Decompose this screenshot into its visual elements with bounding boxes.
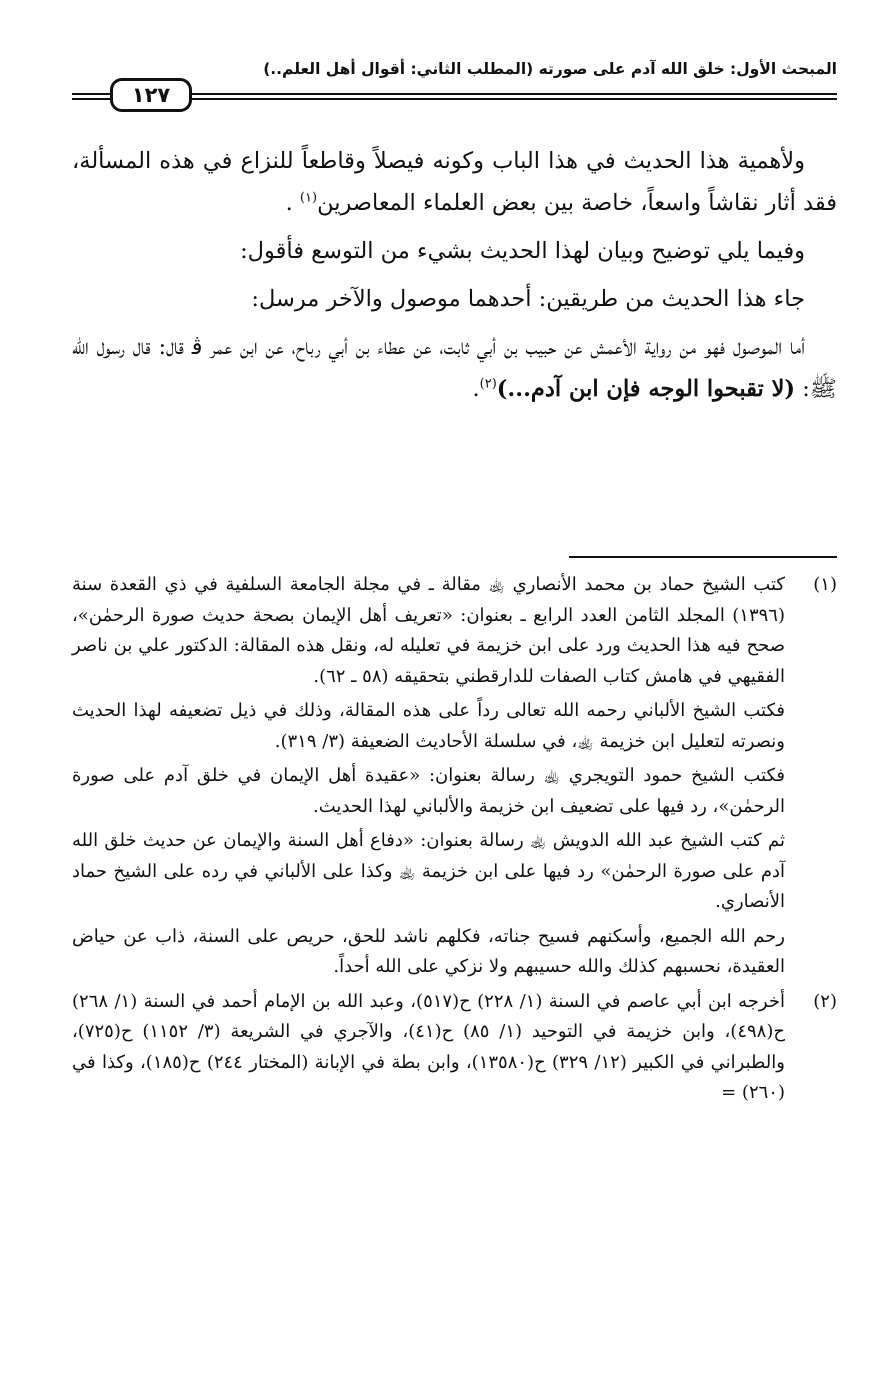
- footnote-separator: [569, 556, 837, 558]
- paragraph-4: أما الموصول فهو من رواية الأعمش عن حبيب بن أبي ثابت، عن عطاء بن أبي رباح، عن ابن عمر ﭬ قال: قال رسول الله ﷺ: (لا تقبحوا الوجه فإن ابن آدم...)$^{(٢)}$.: [72, 334, 837, 402]
- header-rule-left: [72, 93, 110, 100]
- footnote-1: [72, 570, 837, 983]
- footnote-ref-1: (١): [299, 190, 318, 206]
- main-text: [72, 140, 837, 416]
- footnotes: [72, 570, 837, 1113]
- footnote-paragraph: كتب الشيخ حماد بن محمد الأنصاري ﵀ مقالة ـ في مجلة الجامعة السلفية في ذي القعدة سنة (١٣٩٦) المجلد الثامن العدد الرابع ـ بعنوان: «تعريف أهل الإيمان بصحة حديث صورة الرحمٰن»، صحح فيه هذا الحديث ورد على ابن خزيمة في تعليله له، ونقل هذه المقالة: الدكتور علي بن ناصر الفقيهي في هامش كتاب الصفات للدارقطني بتحقيقه (٥٨ ـ ٦٢).: [72, 574, 785, 687]
- running-header: المبحث الأول: خلق الله آدم على صورته (المطلب الثاني: أقوال أهل العلم..): [263, 60, 837, 78]
- paragraph-2: وفيما يلي توضيح وبيان لهذا الحديث بشيء من التوسع فأقول:: [240, 238, 805, 264]
- footnote-ref-2: (٢): [479, 376, 497, 392]
- footnote-paragraph: فكتب الشيخ حمود التويجري ﵀ رسالة بعنوان: «عقيدة أهل الإيمان في خلق آدم على صورة الرحمٰن»، رد فيها على تضعيف ابن خزيمة والألباني لهذا الحديث.: [72, 765, 785, 817]
- footnote-number: (٢): [813, 990, 837, 1012]
- footnote-2: [72, 987, 837, 1109]
- hadith-quote: (لا تقبحوا الوجه فإن ابن آدم...): [496, 376, 796, 402]
- footnote-paragraph: ثم كتب الشيخ عبد الله الدويش ﵀ رسالة بعنوان: «دفاع أهل السنة والإيمان عن حديث خلق الله آدم على صورة الرحمٰن» رد فيها على ابن خزيمة ﵀ وكذا على الألباني في رده على الشيخ حماد الأنصاري.: [72, 830, 785, 912]
- footnote-paragraph: رحم الله الجميع، وأسكنهم فسيح جناته، فكلهم ناشد للحق، حريص على السنة، ذاب عن حياض العقيدة، نحسبهم كذلك والله حسيبهم ولا نزكي على الله أحداً.: [72, 925, 785, 977]
- footnote-paragraph: أخرجه ابن أبي عاصم في السنة (١/ ٢٢٨) ح(٥١٧)، وعبد الله بن الإمام أحمد في السنة (١/ ٢٦٨) ح(٤٩٨)، وابن خزيمة في التوحيد (١/ ٨٥) ح(٤١)، والآجري في الشريعة (٣/ ١١٥٢) ح(٧٢٥)، والطبراني في الكبير (١٢/ ٣٢٩) ح(١٣٥٨٠)، وابن بطة في الإبانة (المختار ٢٤٤) ح(١٨٥)، وكذا في (٢٦٠) =: [72, 990, 785, 1103]
- paragraph-1: ولأهمية هذا الحديث في هذا الباب وكونه فيصلاً وقاطعاً للنزاع في هذه المسألة، فقد أثار نقاشاً واسعاً، خاصة بين بعض العلماء المعاصرين$^{(١)}$ .: [72, 148, 837, 216]
- footnote-number: (١): [813, 574, 837, 595]
- header-rule-right: [192, 93, 837, 100]
- page-number: ١٢٧: [110, 78, 192, 112]
- paragraph-3: جاء هذا الحديث من طريقين: أحدهما موصول والآخر مرسل:: [251, 286, 805, 312]
- footnote-paragraph: فكتب الشيخ الألباني رحمه الله تعالى رداً على هذه المقالة، وذلك في ذيل تضعيفه لهذا الحديث ونصرته لتعليل ابن خزيمة ﵀، في سلسلة الأحاديث الضعيفة (٣/ ٣١٩).: [72, 700, 785, 752]
